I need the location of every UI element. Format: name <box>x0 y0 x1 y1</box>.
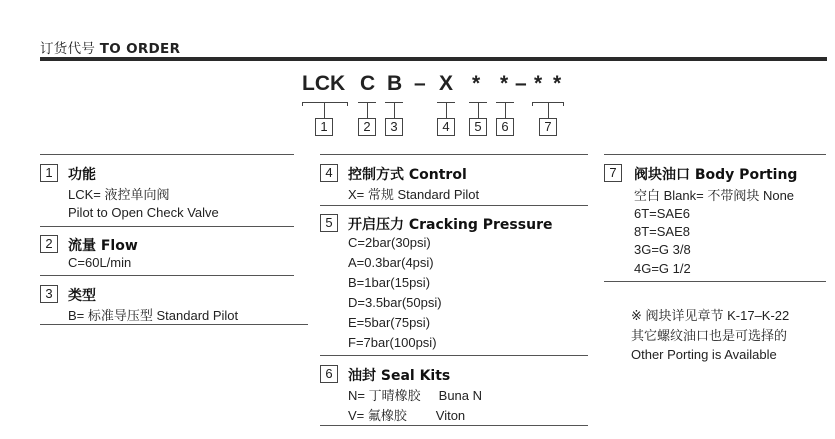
code-star-6: * <box>500 72 509 95</box>
position-label-3: 3 <box>385 118 403 136</box>
bracket-1-right <box>347 102 348 106</box>
bracket-7-left <box>532 102 533 106</box>
section-5-line-6: F=7bar(100psi) <box>348 335 437 350</box>
code-star-7b: * <box>553 72 562 95</box>
section-5-line-5: E=5bar(75psi) <box>348 315 431 330</box>
note-line-3: Other Porting is Available <box>631 347 777 362</box>
code-part-b: B <box>387 72 403 95</box>
section-5-title: 开启压力 Cracking Pressure <box>348 217 553 233</box>
code-star-7a: * <box>534 72 543 95</box>
section-1-line-2: Pilot to Open Check Valve <box>68 205 219 220</box>
section-4-line-1: X= 常规 Standard Pilot <box>348 187 480 202</box>
col3-top-rule <box>604 154 826 155</box>
section-7-line-3: 8T=SAE8 <box>634 224 691 239</box>
section-4-rule <box>320 205 588 206</box>
section-1-title: 功能 <box>68 167 96 183</box>
section-7-line-5: 4G=G 1/2 <box>634 261 691 276</box>
section-5-line-4: D=3.5bar(50psi) <box>348 295 442 310</box>
section-5-line-2: A=0.3bar(4psi) <box>348 255 434 270</box>
section-7-line-4: 3G=G 3/8 <box>634 242 691 257</box>
bracket-4-stem <box>446 102 447 118</box>
code-part-x: X <box>439 72 454 95</box>
position-label-5: 5 <box>469 118 487 136</box>
section-7-line-2: 6T=SAE6 <box>634 206 691 221</box>
bracket-3-stem <box>394 102 395 118</box>
section-2-line-1: C=60L/min <box>68 255 132 270</box>
bracket-7-stem <box>548 102 549 118</box>
col1-top-rule <box>40 154 294 155</box>
section-3-number: 3 <box>40 285 58 303</box>
section-6-line-2: V= 氟橡胶 Viton <box>348 408 466 423</box>
code-part-c: C <box>360 72 376 95</box>
col2-top-rule <box>320 154 588 155</box>
bracket-1 <box>302 102 348 103</box>
section-1-rule <box>40 226 294 227</box>
section-6-line-1: N= 丁晴橡胶 Buna N <box>348 388 483 403</box>
bracket-7-right <box>563 102 564 106</box>
section-7-title: 阀块油口 Body Porting <box>634 167 798 183</box>
code-dash-2: – <box>515 72 527 95</box>
title-zh: 订货代号 <box>40 41 96 57</box>
section-4-title: 控制方式 Control <box>348 167 467 183</box>
section-3-rule <box>40 324 308 325</box>
section-7-rule <box>604 281 826 282</box>
section-2-number: 2 <box>40 235 58 253</box>
section-5-rule <box>320 355 588 356</box>
section-2-title: 流量 Flow <box>68 238 138 254</box>
position-label-2: 2 <box>358 118 376 136</box>
section-5-number: 5 <box>320 214 338 232</box>
position-label-6: 6 <box>496 118 514 136</box>
code-star-5: * <box>472 72 481 95</box>
header-rule <box>40 57 827 61</box>
page-title <box>40 37 180 57</box>
section-6-title: 油封 Seal Kits <box>348 368 451 384</box>
section-6-rule <box>320 425 588 426</box>
bracket-6-stem <box>505 102 506 118</box>
section-1-line-1: LCK= 液控单向阀 <box>68 187 170 202</box>
section-7-number: 7 <box>604 164 622 182</box>
bracket-2-stem <box>367 102 368 118</box>
section-2-rule <box>40 275 294 276</box>
position-label-1: 1 <box>315 118 333 136</box>
title-en: TO ORDER <box>99 41 181 57</box>
section-4-number: 4 <box>320 164 338 182</box>
note-line-2: 其它螺纹油口也是可选择的 <box>631 328 788 343</box>
position-label-7: 7 <box>539 118 557 136</box>
code-dash-1: – <box>414 72 426 95</box>
bracket-5-stem <box>478 102 479 118</box>
bracket-1-left <box>302 102 303 106</box>
section-5-line-1: C=2bar(30psi) <box>348 235 431 250</box>
section-3-title: 类型 <box>68 288 96 304</box>
section-1-number: 1 <box>40 164 58 182</box>
section-6-number: 6 <box>320 365 338 383</box>
section-7-line-1: 空白 Blank= 不带阀块 None <box>634 188 795 203</box>
code-part-lck: LCK <box>302 72 346 95</box>
section-5-line-3: B=1bar(15psi) <box>348 275 431 290</box>
position-label-4: 4 <box>437 118 455 136</box>
section-3-line-1: B= 标准导压型 Standard Pilot <box>68 308 239 323</box>
bracket-1-stem <box>324 102 325 118</box>
note-line-1: ※ 阀块详见章节 K-17–K-22 <box>631 308 790 323</box>
